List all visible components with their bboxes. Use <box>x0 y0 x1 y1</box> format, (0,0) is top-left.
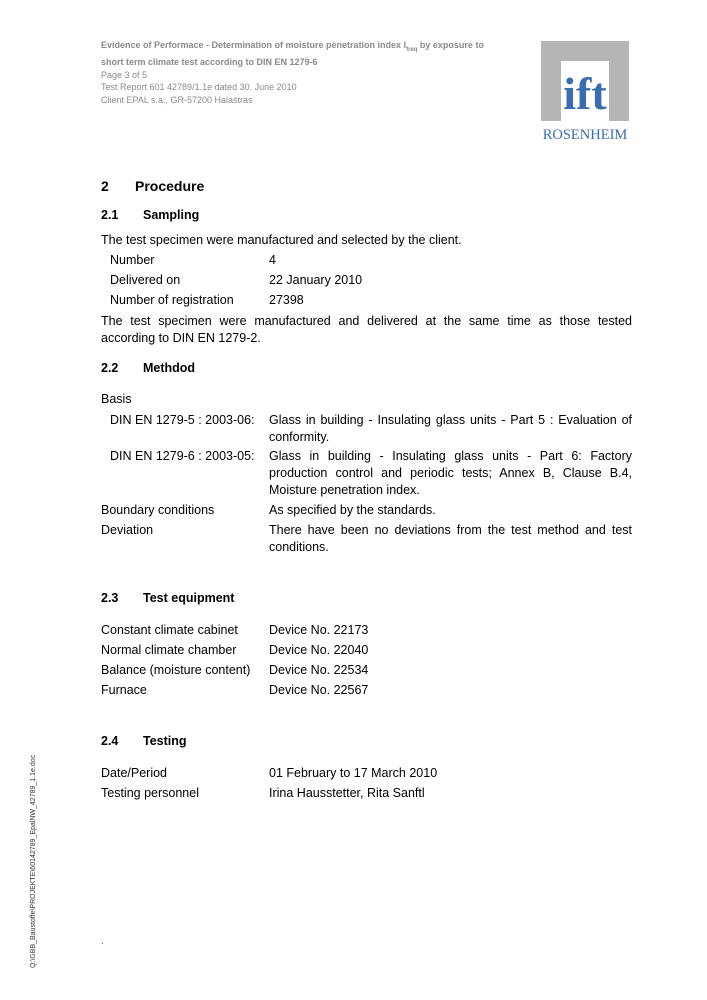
section-2-heading: 2 Procedure <box>101 178 205 194</box>
sampling-label: Number of registration <box>110 293 234 307</box>
section-2-3-heading: 2.3 Test equipment <box>101 591 235 605</box>
deviation-value: There have been no deviations from the test method and test conditions. <box>269 523 632 554</box>
equipment-device: Device No. 22567 <box>269 683 369 697</box>
standard-description: Glass in building - Insulating glass units - Part 6: Factory production control and periodic tests; Annex B, Clause B.4, Moisture penetration index. <box>269 449 632 497</box>
sampling-intro: The test specimen were manufactured and selected by the client. <box>101 233 462 247</box>
standard-label: DIN EN 1279-6 : 2003-05: <box>110 449 255 463</box>
boundary-conditions-label: Boundary conditions <box>101 503 215 517</box>
basis-label: Basis <box>101 392 132 406</box>
section-2-4-heading: 2.4 Testing <box>101 734 187 748</box>
sampling-label: Delivered on <box>110 273 181 287</box>
logo-mark: ift <box>563 68 607 119</box>
ift-rosenheim-logo <box>541 41 629 143</box>
sampling-label: Number <box>110 253 155 267</box>
section-2-1-heading: 2.1 Sampling <box>101 208 200 222</box>
section-2-2-heading: 2.2 Methdod <box>101 361 196 375</box>
sampling-value: 4 <box>269 253 276 267</box>
file-path-footer: Q:\GBB_Baustoffe\PROJEKTE\60142789_EpalNW_42789_1.1e.doc <box>30 754 37 968</box>
standard-description: Glass in building - Insulating glass units - Part 5 : Evaluation of conformity. <box>269 413 632 444</box>
footer-dot: . <box>101 936 104 947</box>
header-title: Evidence of Performace - Determination of moisture penetration index $I_{freq}$ by exposure to <box>101 40 484 53</box>
sampling-value: 27398 <box>269 293 304 307</box>
boundary-conditions-value: As specified by the standards. <box>269 503 436 517</box>
logo-name: ROSENHEIM <box>542 127 628 143</box>
page-number: Page 3 of 5 <box>101 69 148 80</box>
testing-value: Irina Hausstetter, Rita Sanftl <box>269 786 425 800</box>
sampling-value: 22 January 2010 <box>269 273 363 287</box>
testing-label: Testing personnel <box>101 786 199 800</box>
equipment-device: Device No. 22040 <box>269 643 369 657</box>
document-header <box>101 39 521 106</box>
equipment-label: Furnace <box>101 683 147 697</box>
client-line: Client EPAL s.a., GR-57200 Halastras <box>101 94 253 105</box>
testing-label: Date/Period <box>101 766 168 780</box>
equipment-device: Device No. 22534 <box>269 663 369 677</box>
header-title-line2: short term climate test according to DIN EN 1279-6 <box>101 57 318 68</box>
report-number: Test Report 601 42789/1.1e dated 30. June 2010 <box>101 82 297 93</box>
equipment-label: Normal climate chamber <box>101 643 237 657</box>
testing-value: 01 February to 17 March 2010 <box>269 766 438 780</box>
equipment-label: Constant climate cabinet <box>101 623 238 637</box>
deviation-label: Deviation <box>101 523 154 537</box>
equipment-label: Balance (moisture content) <box>101 663 251 677</box>
equipment-device: Device No. 22173 <box>269 623 369 637</box>
sampling-note: The test specimen were manufactured and delivered at the same time as those tested according to DIN EN 1279-2. <box>101 314 632 345</box>
standard-label: DIN EN 1279-5 : 2003-06: <box>110 413 255 427</box>
